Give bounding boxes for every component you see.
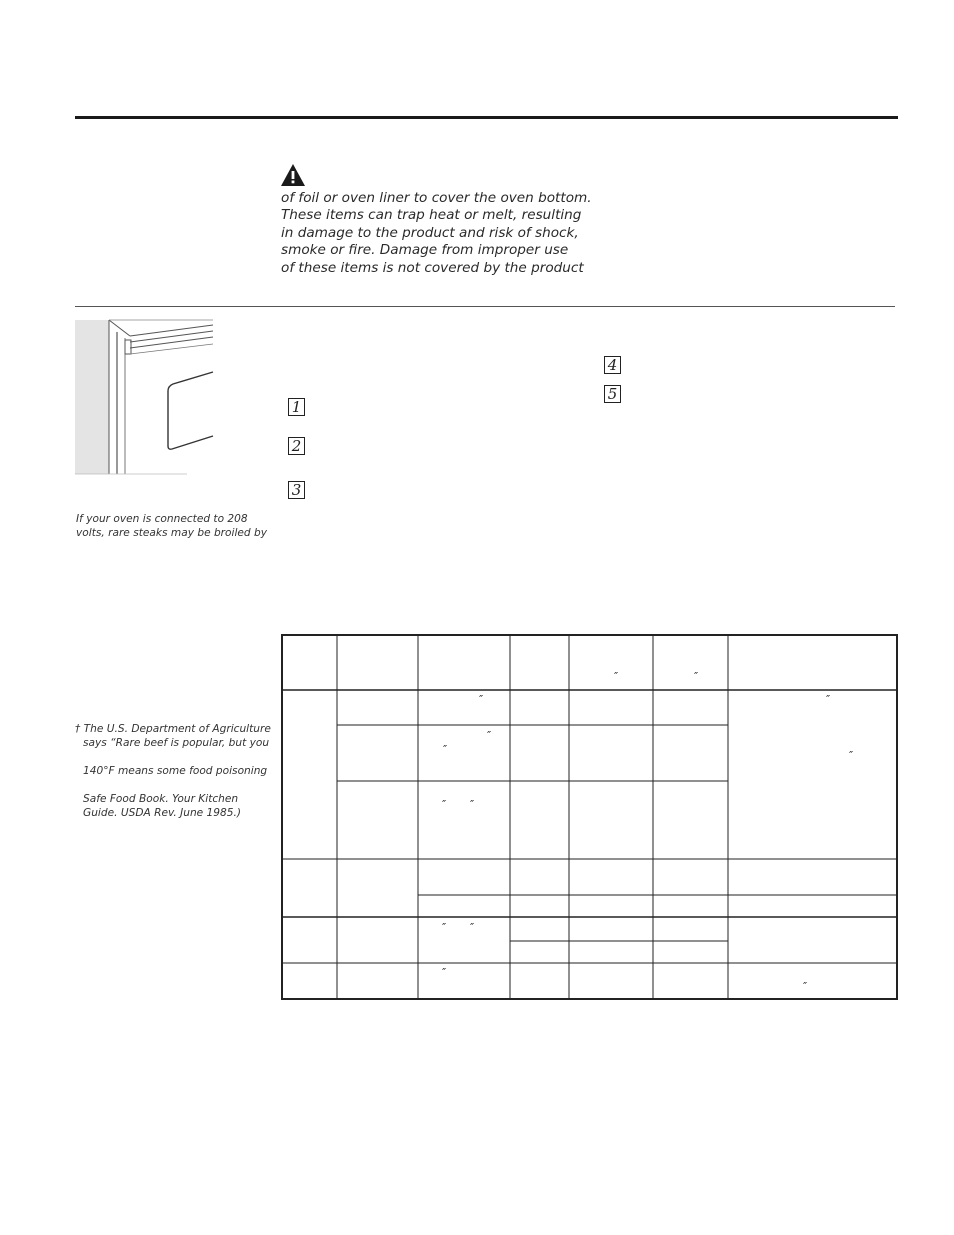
usda-footnote-line: † The U.S. Department of Agriculture bbox=[75, 723, 271, 735]
warning-line: of foil or oven liner to cover the oven bottom. bbox=[281, 190, 592, 206]
inch-mark: ″ bbox=[694, 670, 699, 683]
inch-mark: ″ bbox=[470, 921, 475, 934]
inch-mark: ″ bbox=[470, 798, 475, 811]
usda-footnote-line: 140°F means some food poisoning bbox=[83, 765, 268, 777]
warning-text bbox=[281, 190, 592, 277]
header-rule bbox=[75, 116, 898, 119]
usda-footnote-line: Guide. USDA Rev. June 1985.) bbox=[83, 807, 242, 819]
step-2-badge: 2 bbox=[288, 437, 305, 455]
inch-mark: ″ bbox=[443, 743, 448, 756]
warning-triangle-icon bbox=[280, 163, 306, 187]
inch-mark: ″ bbox=[442, 798, 447, 811]
warning-line: of these items is not covered by the product bbox=[281, 259, 584, 276]
step-4-badge: 4 bbox=[604, 356, 621, 374]
step-5-badge: 5 bbox=[604, 385, 621, 403]
inch-mark: ″ bbox=[826, 693, 831, 706]
inch-mark: ″ bbox=[442, 966, 447, 979]
voltage-note bbox=[76, 512, 266, 540]
step-1-badge: 1 bbox=[288, 398, 305, 416]
inch-mark: ″ bbox=[614, 670, 619, 683]
usda-footnote-line: says “Rare beef is popular, but you bbox=[83, 737, 270, 749]
inch-mark: ″ bbox=[479, 693, 484, 706]
voltage-note-line: If your oven is connected to 208 bbox=[76, 513, 248, 525]
inch-mark: ″ bbox=[442, 921, 447, 934]
inch-mark: ″ bbox=[803, 980, 808, 993]
inch-mark: ″ bbox=[849, 749, 854, 762]
usda-footnote bbox=[75, 722, 275, 820]
warning-line: These items can trap heat or melt, resulting bbox=[281, 207, 582, 224]
oven-door-illustration-icon bbox=[75, 318, 215, 476]
section-divider bbox=[75, 306, 895, 307]
table-grid bbox=[281, 634, 898, 1000]
usda-footnote-line: Safe Food Book. Your Kitchen bbox=[83, 793, 239, 805]
broiling-guide-table bbox=[281, 634, 898, 1000]
inch-mark: ″ bbox=[487, 729, 492, 742]
voltage-note-line: volts, rare steaks may be broiled by bbox=[76, 527, 268, 539]
step-3-badge: 3 bbox=[288, 481, 305, 499]
warning-line: in damage to the product and risk of shock, bbox=[281, 224, 579, 241]
warning-line: smoke or fire. Damage from improper use bbox=[281, 242, 569, 259]
